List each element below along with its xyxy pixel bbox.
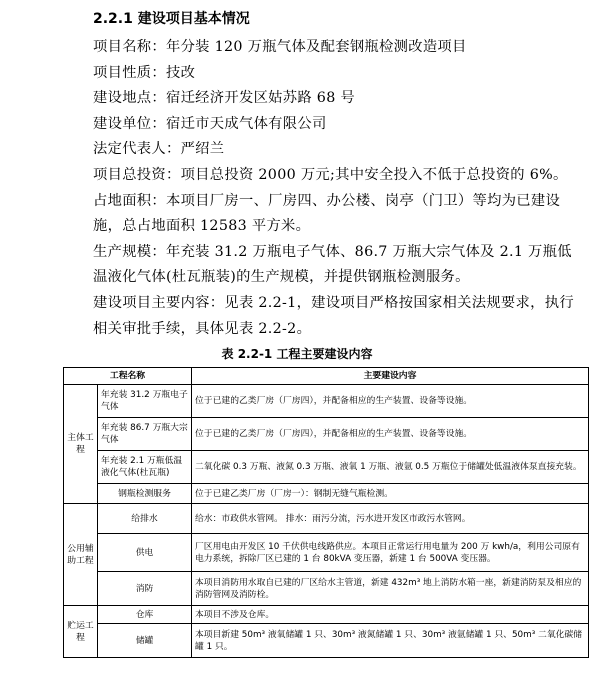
item-name-cell: 消防 bbox=[98, 572, 192, 606]
table-row bbox=[64, 504, 589, 534]
item-content-cell: 本项目新建 50m³ 液氧储罐 1 只、30m³ 液氮储罐 1 只、30m³ 液氩储罐 1 只、50m³ 二氧化碳储罐 1 只。 bbox=[192, 624, 589, 658]
project-nature-line: 项目性质：技改 bbox=[93, 64, 196, 81]
table-row bbox=[64, 385, 589, 418]
item-name-cell: 供电 bbox=[98, 534, 192, 572]
item-name-cell: 给排水 bbox=[98, 504, 192, 534]
category-cell: 公用辅助工程 bbox=[64, 504, 98, 606]
project-location-line: 建设地点：宿迁经济开发区姑苏路 68 号 bbox=[93, 90, 356, 107]
category-cell: 主体工程 bbox=[64, 385, 98, 504]
table-row bbox=[64, 606, 589, 624]
item-content-cell: 位于已建乙类厂房（厂房一）：钢制无缝气瓶检测。 bbox=[192, 484, 589, 504]
item-content-cell: 本项目消防用水取自已建的厂区给水主管道，新建 432m³ 地上消防水箱一座，新建消防泵及相应的消防管网及消防栓。 bbox=[192, 572, 589, 606]
table-row bbox=[64, 624, 589, 658]
item-content-cell: 给水：市政供水管网。 排水：雨污分流，污水进开发区市政污水管网。 bbox=[192, 504, 589, 534]
item-name-cell: 仓库 bbox=[98, 606, 192, 624]
main-content-paragraph: 建设项目主要内容：见表 2.2-1，建设项目严格按国家相关法规要求，执行相关审批手续，具体见表 2.2-2。 bbox=[93, 294, 574, 337]
item-name-cell: 年充装 2.1 万瓶低温液化气体(杜瓦瓶) bbox=[98, 451, 192, 484]
item-content-cell: 本项目不涉及仓库。 bbox=[192, 606, 589, 624]
production-scale-paragraph: 生产规模：年充装 31.2 万瓶电子气体、86.7 万瓶大宗气体及 2.1 万瓶低温液化气体(杜瓦瓶装)的生产规模，并提供钢瓶检测服务。 bbox=[93, 243, 572, 286]
land-area-paragraph: 占地面积：本项目厂房一、厂房四、办公楼、岗亭（门卫）等均为已建设施，总占地面积 12583 平方米。 bbox=[93, 192, 561, 235]
project-name-line: 项目名称：年分装 120 万瓶气体及配套钢瓶检测改造项目 bbox=[93, 39, 467, 55]
item-name-cell: 钢瓶检测服务 bbox=[98, 484, 192, 504]
table-row bbox=[64, 534, 589, 572]
header-main-content: 主要建设内容 bbox=[192, 368, 589, 385]
table-caption: 表 2.2-1 工程主要建设内容 bbox=[221, 347, 373, 361]
project-info-paragraphs bbox=[93, 35, 574, 342]
table-row bbox=[64, 572, 589, 606]
table-row bbox=[64, 418, 589, 451]
item-content-cell: 位于已建的乙类厂房（厂房四），并配备相应的生产装置、设备等设施。 bbox=[192, 385, 589, 418]
header-project-name: 工程名称 bbox=[64, 368, 192, 385]
table-row bbox=[64, 484, 589, 504]
item-content-cell: 位于已建的乙类厂房（厂房四），并配备相应的生产装置、设备等设施。 bbox=[192, 418, 589, 451]
table-header-row bbox=[64, 368, 589, 385]
construction-content-table bbox=[63, 367, 589, 658]
project-company-line: 建设单位：宿迁市天成气体有限公司 bbox=[93, 115, 327, 132]
item-name-cell: 年充装 86.7 万瓶大宗气体 bbox=[98, 418, 192, 451]
item-name-cell: 储罐 bbox=[98, 624, 192, 658]
total-investment-line: 项目总投资：项目总投资 2000 万元;其中安全投入不低于总投资的 6%。 bbox=[93, 166, 568, 183]
item-content-cell: 厂区用电由开发区 10 千伏供电线路供应。本项目正常运行用电量为 200 万 kwh/a，利用公司原有电力系统，拆除厂区已建的 1 台 80kVA 变压器，新建 1 台 500VA 变压器。 bbox=[192, 534, 589, 572]
legal-representative-line: 法定代表人：严绍兰 bbox=[93, 141, 225, 158]
category-cell: 贮运工程 bbox=[64, 606, 98, 658]
item-name-cell: 年充装 31.2 万瓶电子气体 bbox=[98, 385, 192, 418]
table-row bbox=[64, 451, 589, 484]
section-heading: 2.2.1 建设项目基本情况 bbox=[93, 11, 250, 27]
item-content-cell: 二氧化碳 0.3 万瓶、液氮 0.3 万瓶、液氧 1 万瓶、液氩 0.5 万瓶位于储罐处低温液体泵直接充装。 bbox=[192, 451, 589, 484]
